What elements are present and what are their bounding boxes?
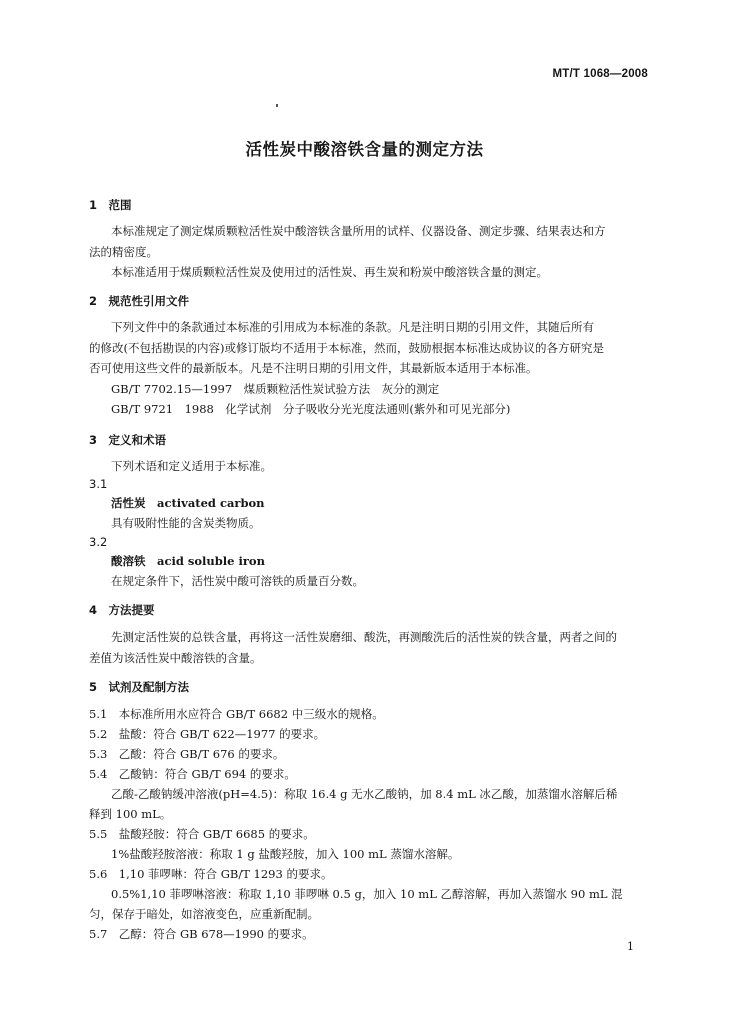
page-number: 1 xyxy=(627,940,634,953)
item-5-5: 5.5 盐酸羟胺：符合 GB/T 6685 的要求。 xyxy=(89,827,315,841)
term-2-definition: 在规定条件下，活性炭中酸可溶铁的质量百分数。 xyxy=(111,574,364,588)
reference-1: GB/T 7702.15—1997 煤质颗粒活性炭试验方法 灰分的测定 xyxy=(111,382,440,396)
term-1-number: 3.1 xyxy=(89,477,108,491)
term-1-name: 活性炭 activated carbon xyxy=(111,496,265,510)
section-2-para-line-3: 否可使用这些文件的最新版本。凡是不注明日期的引用文件，其最新版本适用于本标准。 xyxy=(89,361,538,375)
section-4-para-line-2: 差值为该活性炭中酸溶铁的含量。 xyxy=(89,651,262,665)
term-2-number: 3.2 xyxy=(89,535,108,549)
document-title: 活性炭中酸溶铁含量的测定方法 xyxy=(245,140,484,159)
term-2-name: 酸溶铁 acid soluble iron xyxy=(111,554,265,568)
item-5-4-solution-line-1: 乙酸-乙酸钠缓冲溶液(pH=4.5)：称取 16.4 g 无水乙酸钠，加 8.4 mL 冰乙酸，加蒸馏水溶解后稀 xyxy=(111,787,618,801)
section-3-intro: 下列术语和定义适用于本标准。 xyxy=(111,459,272,473)
item-5-6-solution-line-2: 匀，保存于暗处，如溶液变色，应重新配制。 xyxy=(89,907,319,921)
reference-2: GB/T 9721 1988 化学试剂 分子吸收分光光度法通则(紫外和可见光部分) xyxy=(111,402,511,416)
item-5-6: 5.6 1,10 菲啰啉：符合 GB/T 1293 的要求。 xyxy=(89,867,333,881)
item-5-5-solution: 1%盐酸羟胺溶液：称取 1 g 盐酸羟胺，加入 100 mL 蒸馏水溶解。 xyxy=(111,847,460,861)
term-1-definition: 具有吸附性能的含炭类物质。 xyxy=(111,516,261,530)
standard-number: MT/T 1068—2008 xyxy=(552,68,648,80)
item-5-4-solution-line-2: 释到 100 mL。 xyxy=(89,807,172,821)
section-1-para-1-line-2: 法的精密度。 xyxy=(89,245,158,259)
section-2-para-line-1: 下列文件中的条款通过本标准的引用成为本标准的条款。凡是注明日期的引用文件，其随后所有 xyxy=(111,320,594,334)
section-1-heading: 1 范围 xyxy=(89,198,132,212)
scan-speck xyxy=(276,104,278,107)
section-5-heading: 5 试剂及配制方法 xyxy=(89,680,190,694)
item-5-6-solution-line-1: 0.5%1,10 菲啰啉溶液：称取 1,10 菲啰啉 0.5 g，加入 10 mL 乙醇溶解，再加入蒸馏水 90 mL 混 xyxy=(111,887,623,901)
section-3-heading: 3 定义和术语 xyxy=(89,433,167,447)
item-5-2: 5.2 盐酸：符合 GB/T 622—1977 的要求。 xyxy=(89,727,326,741)
section-2-para-line-2: 的修改(不包括勘误的内容)或修订版均不适用于本标准，然而，鼓励根据本标准达成协议的各方研究是 xyxy=(89,341,604,355)
item-5-4: 5.4 乙酸钠：符合 GB/T 694 的要求。 xyxy=(89,767,296,781)
item-5-7: 5.7 乙醇：符合 GB 678—1990 的要求。 xyxy=(89,927,314,941)
section-4-heading: 4 方法提要 xyxy=(89,603,155,617)
section-1-para-2: 本标准适用于煤质颗粒活性炭及使用过的活性炭、再生炭和粉炭中酸溶铁含量的测定。 xyxy=(111,265,548,279)
item-5-1: 5.1 本标准所用水应符合 GB/T 6682 中三级水的规格。 xyxy=(89,707,384,721)
section-4-para-line-1: 先测定活性炭的总铁含量，再将这一活性炭磨细、酸洗，再测酸洗后的活性炭的铁含量，两者之间的 xyxy=(111,630,617,644)
item-5-3: 5.3 乙酸：符合 GB/T 676 的要求。 xyxy=(89,747,285,761)
section-1-para-1-line-1: 本标准规定了测定煤质颗粒活性炭中酸溶铁含量所用的试样、仪器设备、测定步骤、结果表达和方 xyxy=(111,224,606,238)
section-2-heading: 2 规范性引用文件 xyxy=(89,294,190,308)
